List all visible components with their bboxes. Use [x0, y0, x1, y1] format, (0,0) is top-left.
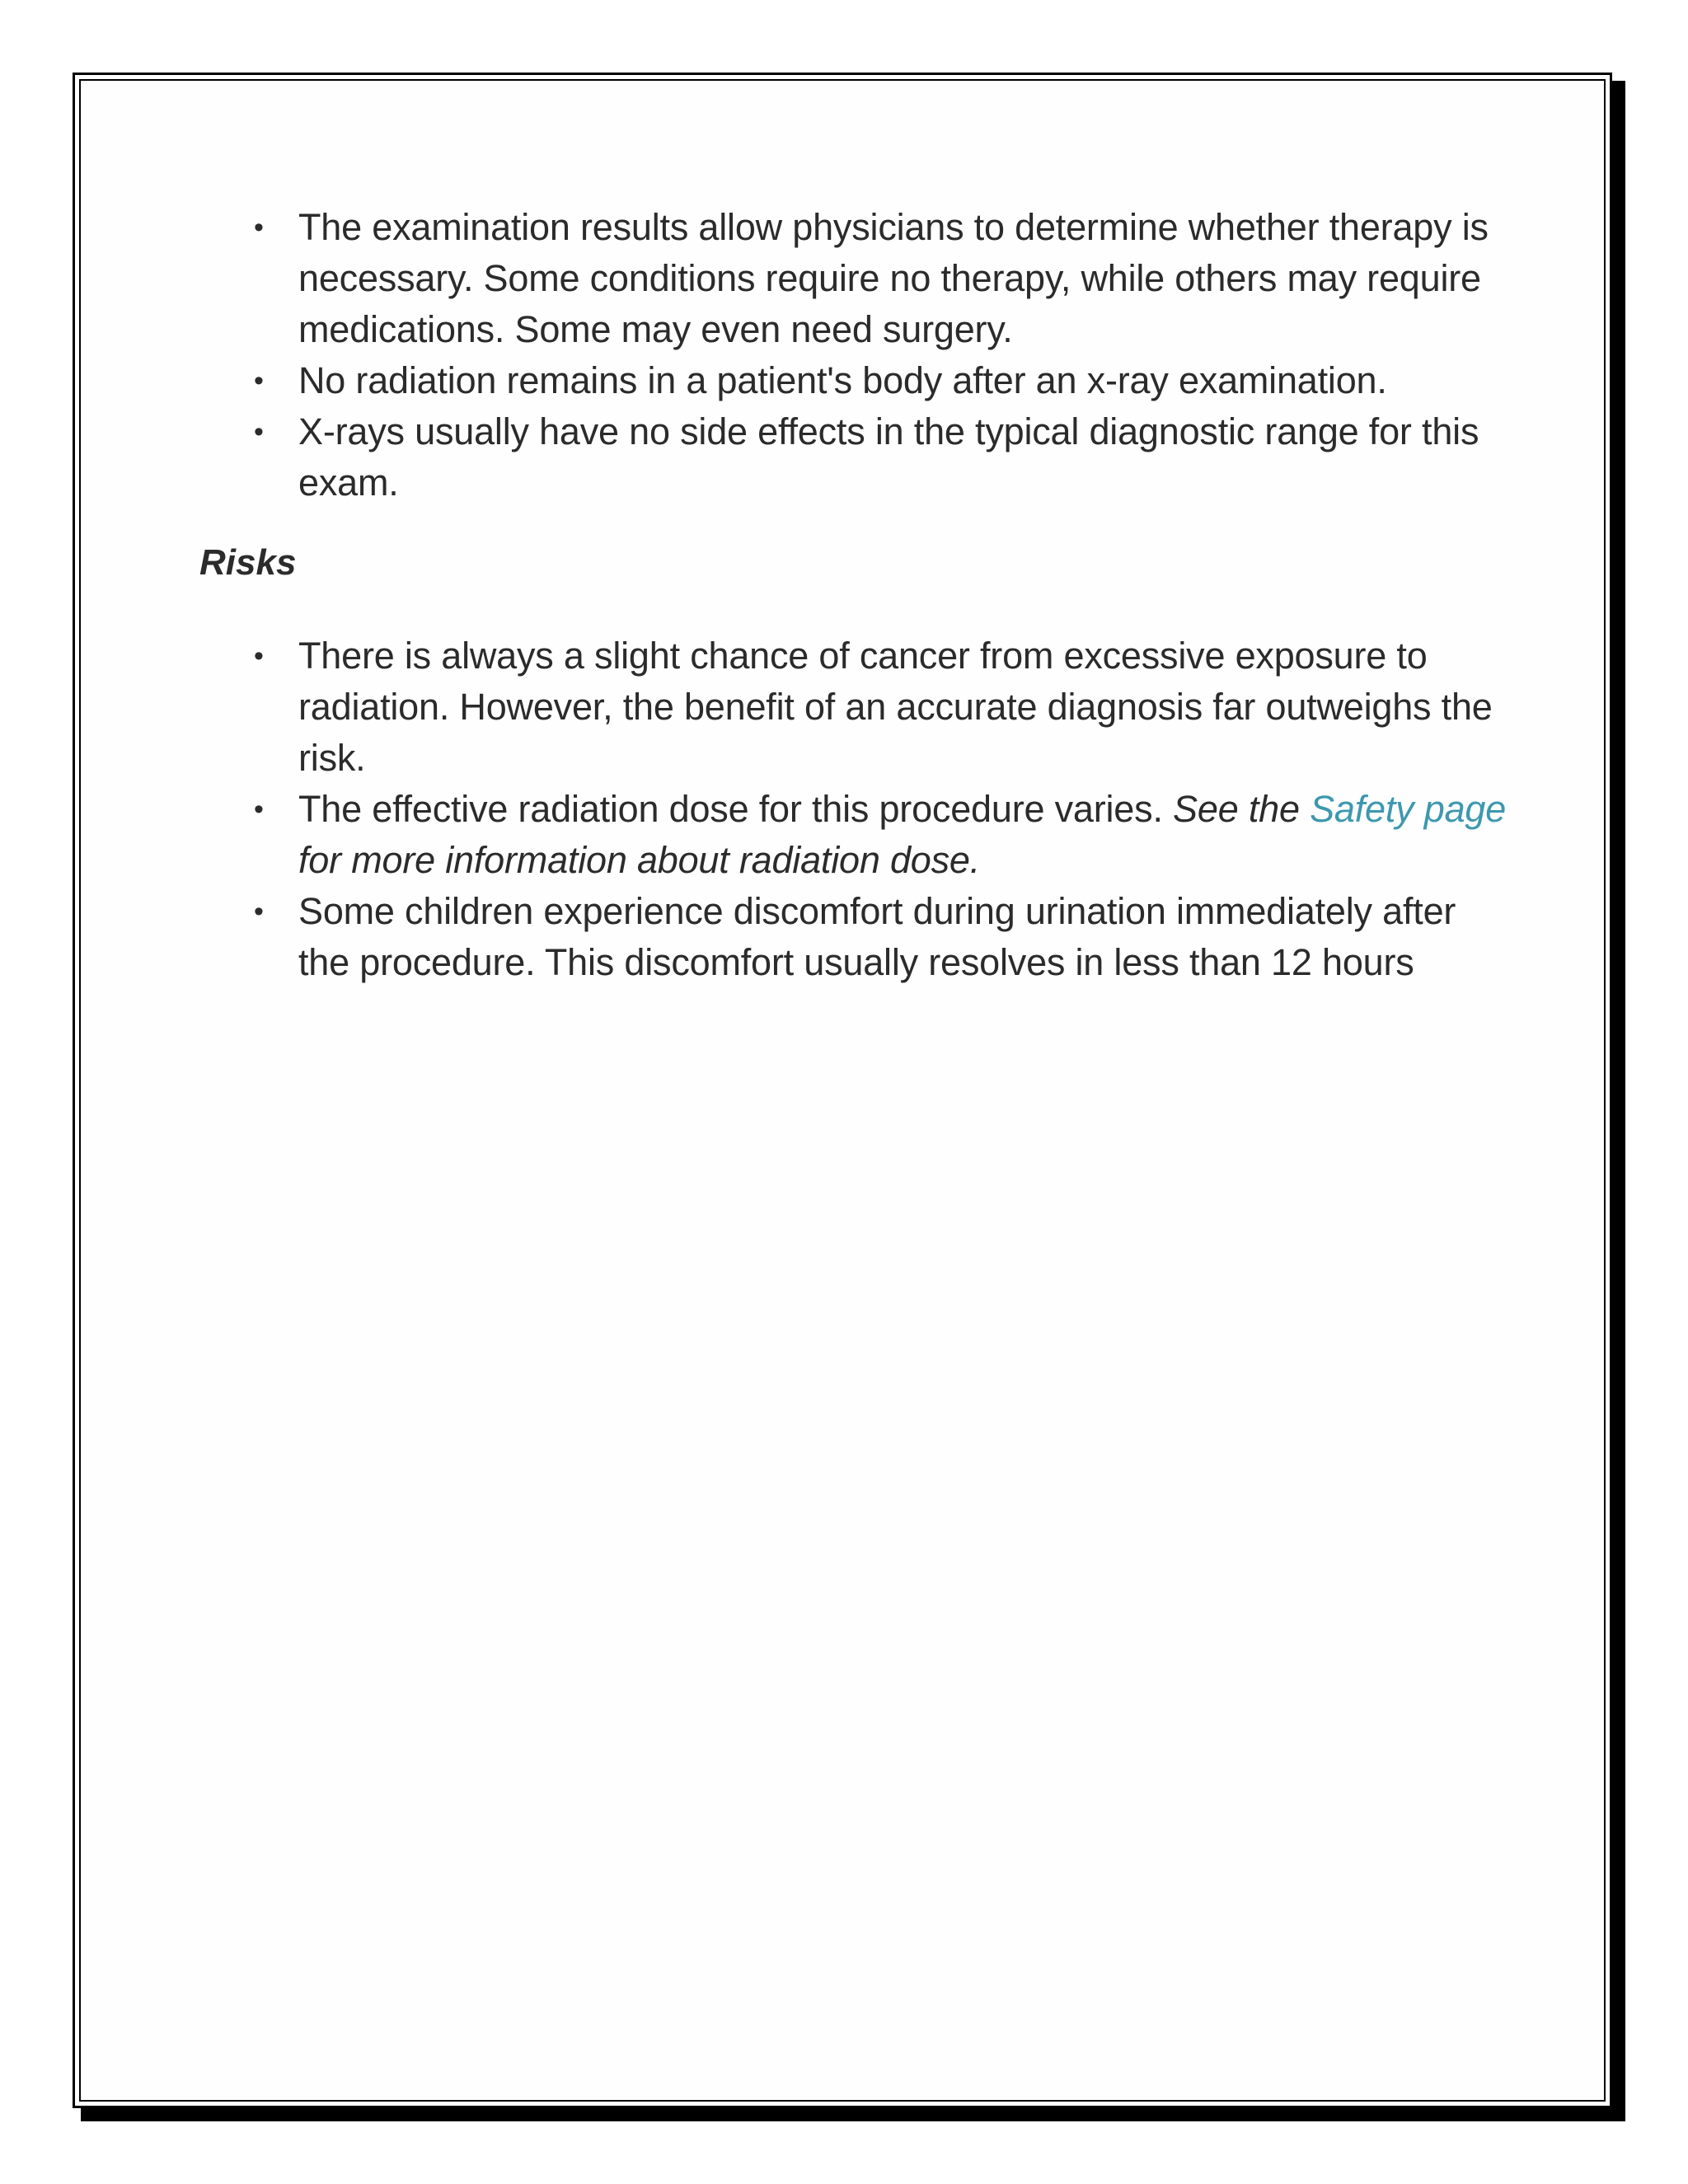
- risks-heading: Risks: [199, 542, 297, 583]
- list-item-text: There is always a slight chance of cancer from excessive exposure to radiation. However, the benefit of an accurate diagnosis far outweighs the risk.: [298, 635, 1493, 779]
- list-item-text: Some children experience discomfort during urination immediately after the procedure. This discomfort usually resolves in less than 12 hours: [298, 890, 1456, 983]
- italic-more-info: for more information about radiation dose.: [298, 839, 981, 881]
- list-item-text: The examination results allow physicians to determine whether therapy is necessary. Some conditions require no therapy, while others may require medications. Some may even need surgery.: [298, 206, 1489, 350]
- list-item: [199, 202, 1510, 355]
- benefits-list: [199, 202, 1510, 509]
- list-item: [199, 784, 1510, 886]
- bullet-icon: •: [254, 212, 264, 243]
- list-item: [199, 630, 1510, 784]
- bullet-icon: •: [254, 794, 264, 825]
- list-item-text: X-rays usually have no side effects in the typical diagnostic range for this exam.: [298, 410, 1479, 504]
- bullet-icon: •: [254, 365, 264, 396]
- list-item: [199, 406, 1510, 509]
- document-content: [199, 202, 1510, 988]
- bullet-icon: •: [254, 640, 264, 672]
- list-item-text: No radiation remains in a patient's body after an x-ray examination.: [298, 359, 1387, 401]
- safety-page-link[interactable]: Safety page: [1310, 788, 1507, 830]
- risks-list: [199, 630, 1510, 988]
- list-item: [199, 355, 1510, 406]
- list-item-text: The effective radiation dose for this procedure varies.: [298, 788, 1174, 830]
- bullet-icon: •: [254, 896, 264, 927]
- italic-see-the: See the: [1173, 788, 1311, 830]
- list-item: [199, 886, 1510, 988]
- bullet-icon: •: [254, 416, 264, 448]
